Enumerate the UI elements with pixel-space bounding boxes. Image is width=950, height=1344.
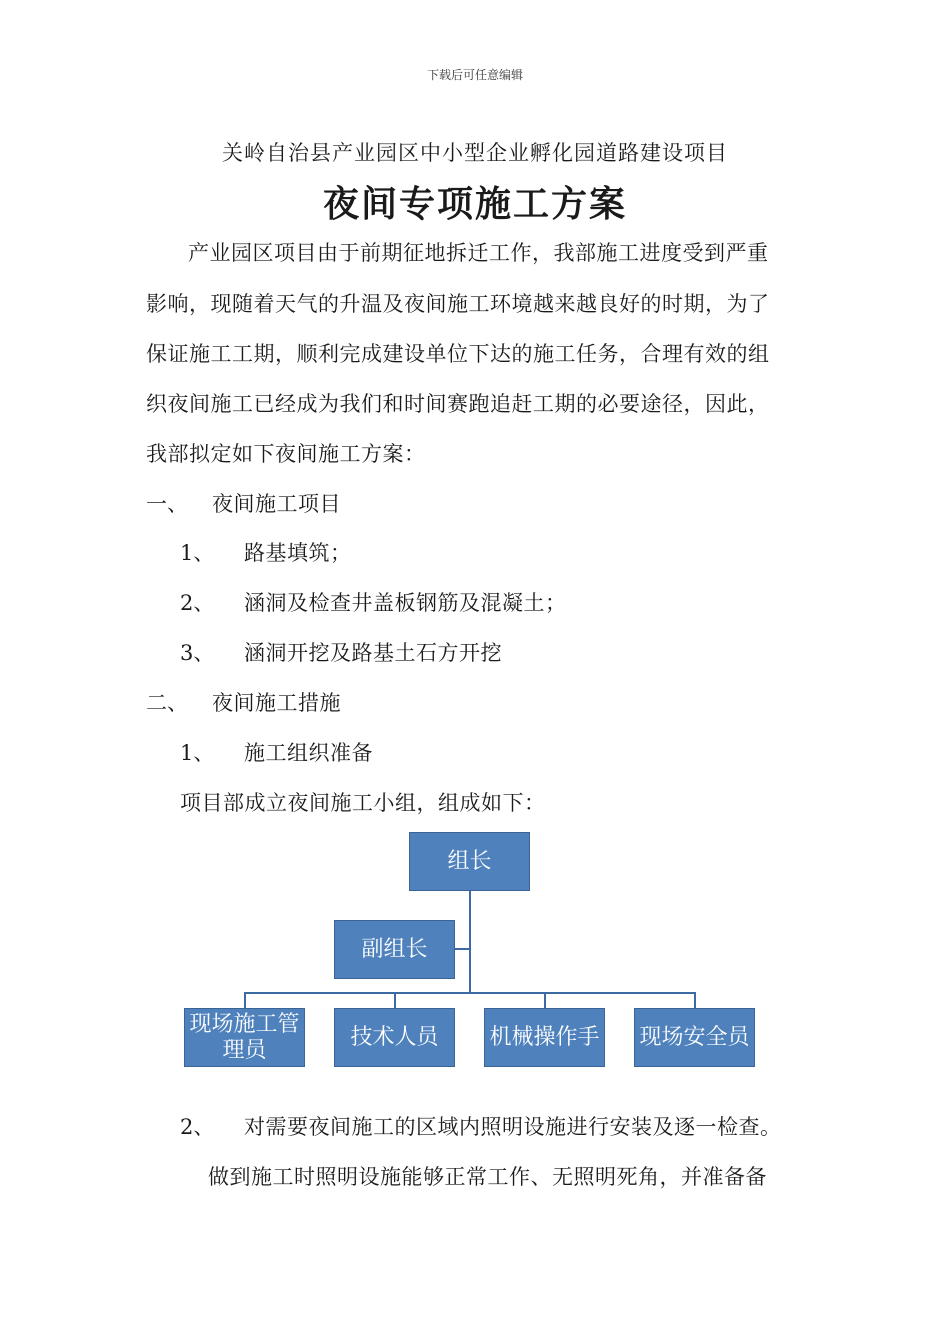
list-item: 涵洞及检查井盖板钢筋及混凝土； <box>244 591 567 615</box>
group-description: 项目部成立夜间施工小组，组成如下： <box>180 791 546 815</box>
section-heading: 夜间施工措施 <box>212 691 341 715</box>
project-subtitle: 关岭自治县产业园区中小型企业孵化园道路建设项目 <box>222 141 728 165</box>
org-connector-drop <box>394 992 396 1009</box>
list-item: 施工组织准备 <box>244 741 373 765</box>
section-number: 一、 <box>146 492 188 516</box>
intro-line: 织夜间施工已经成为我们和时间赛跑追赶工期的必要途径，因此， <box>146 392 770 416</box>
list-item: 路基填筑； <box>244 541 352 565</box>
paragraph-line: 做到施工时照明设施能够正常工作、无照明死角，并准备备 <box>208 1165 767 1189</box>
org-connector-horizontal <box>244 992 696 994</box>
section-heading: 夜间施工项目 <box>212 492 341 516</box>
intro-line: 产业园区项目由于前期征地拆迁工作，我部施工进度受到严重 <box>188 241 769 265</box>
org-box-leader: 组长 <box>409 832 530 891</box>
list-item: 对需要夜间施工的区域内照明设施进行安装及逐一检查。 <box>244 1115 782 1139</box>
list-item-number: 2、 <box>180 591 215 615</box>
intro-line: 保证施工工期，顺利完成建设单位下达的施工任务，合理有效的组 <box>146 342 770 366</box>
intro-line: 我部拟定如下夜间施工方案： <box>146 442 426 466</box>
list-item-number: 2、 <box>180 1115 215 1139</box>
intro-line: 影响，现随着天气的升温及夜间施工环境越来越良好的时期，为了 <box>146 292 770 316</box>
org-box-deputy: 副组长 <box>334 920 455 979</box>
org-connector-drop <box>244 992 246 1009</box>
org-box-member: 技术人员 <box>334 1008 455 1067</box>
org-box-member: 现场施工管理员 <box>184 1008 305 1067</box>
section-number: 二、 <box>146 691 188 715</box>
document-title: 夜间专项施工方案 <box>322 184 627 225</box>
list-item: 涵洞开挖及路基土石方开挖 <box>244 641 502 665</box>
org-box-member: 机械操作手 <box>484 1008 605 1067</box>
org-connector-drop <box>544 992 546 1009</box>
org-connector-drop <box>694 992 696 1009</box>
list-item-number: 1、 <box>180 541 215 565</box>
header-note: 下载后可任意编辑 <box>426 68 523 82</box>
list-item-number: 1、 <box>180 741 215 765</box>
org-connector-deputy <box>455 948 470 950</box>
org-connector-vertical <box>469 891 471 993</box>
list-item-number: 3、 <box>180 641 215 665</box>
org-box-member: 现场安全员 <box>634 1008 755 1067</box>
